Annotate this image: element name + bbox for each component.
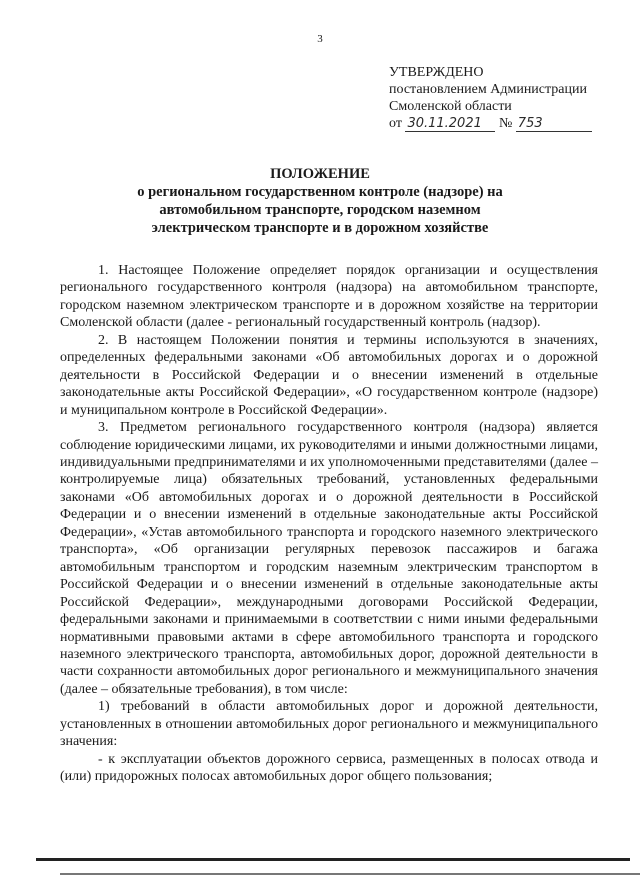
- approval-heading: УТВЕРЖДЕНО: [389, 65, 484, 80]
- paragraph-2: 2. В настоящем Положении понятия и термины используются в значениях, определенных федеральными законами «Об автомобильных дорогах и о дорожной деятельности в Российской Федерации и о внесении изменений в отдельные законодательные акты Российской Федерации», «О государственном контроле (надзоре) и муниципальном контроле в Российской Федерации».: [60, 332, 598, 418]
- title-subtitle-2: автомобильном транспорте, городском наземном: [159, 202, 481, 218]
- page-number: 3: [317, 33, 323, 45]
- document-title: [40, 165, 600, 237]
- date-prefix: от: [389, 116, 402, 131]
- title-heading: ПОЛОЖЕНИЕ: [270, 166, 370, 182]
- document-body: [60, 262, 598, 786]
- handwritten-date: 30.11.2021: [405, 117, 495, 132]
- paragraph-1: 1. Настоящее Положение определяет порядок организации и осуществления регионального государственного контроля (надзора) на автомобильном транспорте, городском наземном электрическом транспорте и в дорожном хозяйстве на территории Смоленской области (далее - региональный государственный контроль (надзор).: [60, 263, 598, 331]
- title-subtitle-1: о региональном государственном контроле (надзоре) на: [137, 184, 503, 200]
- number-prefix: №: [498, 116, 513, 131]
- paragraph-3: 3. Предметом регионального государственного контроля (надзора) является соблюдение юридическими лицами, их руководителями и иными должностными лицами, индивидуальными предпринимателями и их уполномоченными представителями (далее – контролируемые лица) обязательных требований, установленных федеральными законами «Об автомобильных дорогах и о дорожной деятельности в Российской Федерации и о внесении изменений в отдельные законодательные акты Российской Федерации», «Устав автомобильного транспорта и городского наземного электрического транспорта», «Об организации регулярных перевозок пассажиров и багажа автомобильным транспортом и городским наземным электрическим транспортом в Российской Федерации и о внесении изменений в отдельные законодательные акты Российской Федерации», международными договорами Российской Федерации, федеральными законами и принимаемыми в соответствии с ними иными федеральными нормативными правовыми актами в сфере автомобильного транспорта и городского наземного электрического транспорта, автомобильных дорог, дорожной деятельности в части сохранности автомобильных дорог регионального и межмуниципального значения (далее – обязательные требования), в том числе:: [60, 420, 598, 697]
- approval-stamp: [389, 64, 629, 132]
- paragraph-3-item-1: 1) требований в области автомобильных дорог и дорожной деятельности, установленных в отношении автомобильных дорог регионального и межмуниципального значения:: [60, 699, 598, 750]
- approval-region: Смоленской области: [389, 99, 512, 114]
- paragraph-3-item-1-dash: - к эксплуатации объектов дорожного сервиса, размещенных в полосах отвода и (или) придорожных полосах автомобильных дорог общего пользования;: [60, 751, 598, 785]
- approval-authority: постановлением Администрации: [389, 82, 587, 97]
- scan-edge-line: [36, 858, 630, 861]
- scan-edge-line-lower: [60, 873, 640, 875]
- approval-date-line: [389, 115, 629, 132]
- title-subtitle-3: электрическом транспорте и в дорожном хозяйстве: [151, 220, 489, 236]
- handwritten-number: 753: [516, 117, 592, 132]
